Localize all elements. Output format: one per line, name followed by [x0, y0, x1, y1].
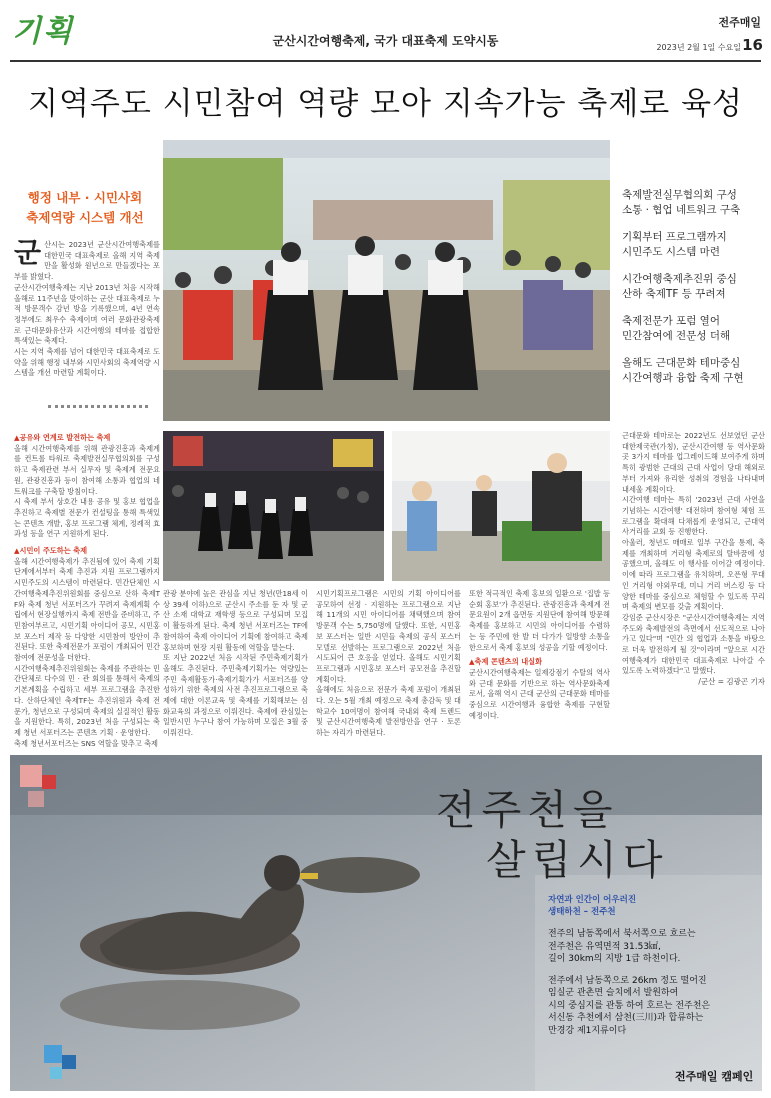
- section-heading: ▲공유와 연계로 발전하는 축제: [14, 433, 111, 442]
- paragraph: 올해에도 처음으로 전문가 축제 포럼이 개최된다. 오는 5월 개최 예정으로 축제 총감독 및 대학교수 10여명이 참여해 국내외 축제 트렌드 및 군산시간여행축제 발전방안을 연구 · 토론하는 자리가 마련된다.: [316, 685, 461, 738]
- dotted-divider: [48, 405, 148, 408]
- article-col5: [622, 431, 765, 749]
- paragraph: 축제 청년서포터즈는 SNS 역할을 맞추고 축제: [14, 738, 158, 748]
- experience-photo: [392, 431, 610, 581]
- ad-subtitle: 생태하천 – 전주천: [548, 907, 616, 917]
- paragraph: 올해 시간여행축제가 추진됨에 있어 축제 기획 단계에서부터 축제 추진과 지원 프로그램까지 시민주도의 시스템이 마련된다. 민간단체인 시간여행축제추진위원회를 중심으로 산하 축제TF와 축제 청년 서포터즈가 꾸려져 축제계획 수립에서 현장실행까지 축제 전반을 준비하고, 주민참여부르고, 시민기획 아이디어 공모, 시민홍보 포스터 제작 등 다양한 시민참여 방안이 추진된다. 또한 축제전문가 포럼이 개최되어 민간참여에 전문성을 더한다.: [14, 556, 160, 663]
- paragraph: 산시는 2023년 군산시간여행축제를 대한민국 대표축제로 올해 지역 축제만을 활성화 원년으로 만들겠다는 포부를 밝혔다.: [14, 240, 160, 282]
- paragraph: 시 축제 부서 상호간 내용 공유 및 홍보 협업을 추진하고 축제별 전문가 컨설팅을 통해 특색있는 콘텐츠 개발, 홍보 프로그램 체계, 정례적 효과성 등을 연구 지원하게 된다.: [14, 497, 160, 539]
- subhead-line1: 행정 내부 · 시민사회: [27, 190, 143, 205]
- byline: /군산 = 김광곤 기자: [698, 677, 765, 687]
- ad-subtitle: 자연과 인간이 어우러진: [548, 895, 637, 905]
- subhead: [10, 188, 160, 228]
- paragraph: 근대문화 테마로는 2022년도 선보였던 군산대한제국관(가칭), 군산시간여행 등 역사문화 곳 3가지 테마를 업그레이드해 보여주게 하며 특히 광범한 근대의 근대 사업이 당대 해외로부터 가져와 유리한 성취의 경험을 나타내며 내세울 계획이다.: [622, 431, 765, 494]
- ad-title-line2: 살립시다: [486, 836, 669, 884]
- section-heading: ▲축제 콘텐츠의 내실화: [469, 657, 543, 667]
- subhead-line2: 축제역량 시스템 개선: [26, 210, 144, 225]
- article-col1: [14, 433, 160, 748]
- section-tag: 기획: [12, 14, 74, 49]
- paragraph: 관광 분야에 높은 관심을 지닌 청년(만18세 이상 39세 이하)으로 군산시 주소를 둔 자 및 군산 소재 대학교 재학생 등으로 구성되며 모집이 활동하게 된다. 축제 청년 서포터즈는 TF에 참여하여 축제 아이디어 기획에 참여하고 축제 홍보하며 현장 지원 활동에 역할을 맡는다.: [163, 589, 308, 652]
- paragraph: 또 지난 2022년 처음 시작된 주민축제기획가 올해도 추진된다. 주민축제기획가는 역량있는 주민 축제활동가·축제기획가가 서포터즈를 양성하기 위한 축제의 사전 추진프로그램으로 축제에 대한 이론교육 및 축제를 기획해보는 심화교육의 과정으로 이뤄진다. 축제에 관심있는 일반시민 누구나 참여 가능하며 모집은 3월 중 이뤄진다.: [163, 653, 308, 738]
- pull-quote: 올해도 근대문화 테마중심 시간여행과 융합 축제 구현: [622, 357, 744, 384]
- paragraph: 군산시간여행축제는 일제강점기 수탈의 역사와 근대 문화를 기반으로 하는 역사문화축제로서, 올해 역시 근대 군산의 근대문화 테마를 중심으로 시간여행과 융합한 축제를 구현할 예정이다.: [469, 667, 610, 720]
- paragraph: 군산시간여행축제는 지난 2013년 처음 시작해 올해로 11주년을 맞이하는 군산 대표축제로 누적 방문객수 감년 방을 기록했으며, 4년 연속 정부에도 최우수 축제이며 여러 문화관광축제로 근대문화유산과 시간여행의 테마를 접합한 특색있는 축제다.: [14, 282, 160, 346]
- paragraph: 또한 적극적인 축제 홍보의 일환으로 '집밥 등 순회 홍보'가 추진된다. 관광진흥과 축제계 전문요원이 2개 읍면동 지원단에 참여해 방문해 축제를 홍보하고 시민의 아이디어를 수렴하는 등 주민에 한 발 더 다가가 일방향 소통을 한으로서 축제 홍보의 성공을 기할 예정이다.: [469, 589, 610, 652]
- paragraph: 아울러, 청년도 매매로 일부 구간을 통제, 축제를 개최하며 거리형 축제로의 탈바꿈에 성공했으며, 올해도 이 행사를 이어갈 예정이다. 이에 따라 프로그램을 유치하며, 오픈형 무대인 거리형 야외무대, 미니 거리 버스킹 등 다양한 테마를 중심으로 체험할 수 있도록 꾸리며 축제의 변모를 갖출 계획이다.: [622, 538, 765, 612]
- paragraph: 올해 시간여행축제를 위해 관광진흥과 축제계를 컨트롤 타워로 축제발전실무협의회를 구성하고 축제관련 부서 실무자 및 축제계 전문요원, 관광진흥과 등이 참여해 소통과 협업의 네트워크를 구축할 방침이다.: [14, 443, 160, 496]
- article-col2: [163, 589, 308, 749]
- section-heading: ▲시민이 주도하는 축제: [14, 546, 88, 556]
- main-photo: [163, 140, 610, 421]
- ad-title-line1: 전주천을: [436, 786, 619, 834]
- paragraph: 시는 지역 축제를 넘어 대한민국 대표축제로 도약을 위해 행정 내부와 시민사회의 축제역량 시스템을 개선 마련할 계획이다.: [14, 347, 160, 378]
- ad-body: [548, 928, 710, 1046]
- ad-paragraph: 전주의 남동쪽에서 북서쪽으로 흐르는 전주천은 유역면적 31.53㎢, 길이 30km의 지방 1급 하천이다.: [548, 929, 696, 964]
- paper-name: 전주매일: [718, 16, 761, 29]
- page-number: 16: [742, 36, 763, 54]
- parade-photo: [163, 431, 384, 581]
- paragraph: 강임준 군산시장은 "군산시간여행축제는 지역주도와 축제발전의 측면에서 선도적으로 나아가고 있다"며 "민간 의 협업과 소통을 바탕으로 더욱 발전하게 될 것"이라며 "앞으로 시간여행축제가 대한민국 대표축제로 나아갈 수 있도록 노력하겠다"고 말했다.: [622, 612, 765, 676]
- pull-quote: 축제발전실무협의회 구성 소통 · 협업 네트워크 구축: [622, 189, 741, 216]
- pull-quotes: [622, 188, 767, 398]
- pull-quote: 기획부터 프로그램까지 시민주도 시스템 마련: [622, 231, 727, 258]
- pull-quote: 축제전문가 포럼 열어 민간참여에 전문성 더해: [622, 315, 731, 342]
- article-col4: [469, 589, 610, 749]
- dropcap: 군: [14, 236, 42, 269]
- paragraph: 시간여행 테마는 특히 '2023년 근대 사연을 기념하는 시간여행' 대전하며 참여형 체험 프로그램을 확대해 다채롭게 운영되고, 근대역사거리를 교회 등 진행한다.: [622, 495, 765, 537]
- paragraph: 시민기획프로그램은 시민의 기획 아이디어를 공모하여 선정 · 지원하는 프로그램으로 지난해 11개의 시민 아이디어를 채택했으며 참여 방문객 수는 5,750명에 달했다. 또한, 시민홍보 포스터는 일반 시민들 축제의 공식 포스터 모델로 선발하는 프로그램으로 2022년 처음 시도되어 큰 호응을 얻었다. 올해도 시민기획 프로그램과 시민홍보 포스터 공모전을 추진할 계획이다.: [316, 589, 461, 684]
- issue-date: 2023년 2월 1일 수요일: [656, 43, 741, 52]
- article-col1-intro: [14, 236, 160, 379]
- ad-paragraph: 전주에서 남동쪽으로 26km 정도 떨어진 임실군 관촌면 슬치에서 발원하여 시의 중심지를 관통 하여 호르는 전주천은 서신동 추천에서 삼천(三川)과 합류하는 만경강 제1지류이다: [548, 975, 711, 1036]
- article-col3: [316, 589, 461, 749]
- headline: 지역주도 시민참여 역량 모아 지속가능 축제로 육성: [28, 86, 743, 122]
- header-title: 군산시간여행축제, 국가 대표축제 도약시동: [272, 34, 499, 48]
- ad-campaign-label: 전주매일 캠페인: [675, 1070, 754, 1083]
- header-rule: [10, 60, 761, 62]
- pull-quote: 시간여행축제추진위 중심 산하 축제TF 등 꾸려져: [622, 273, 737, 300]
- paragraph: 시간여행축제추진위원회는 축제를 주관하는 민간단체로 다수의 민 · 관 회의를 통해서 축제의 기본계획을 수립하고 세부 프로그램을 추진한다. 산하단체인 축제TF는 추진위원과 축제 전문가, 청년으로 구성되며 축제의 실질적인 활동을 지원한다. 특히, 2023년 처음 구성되는 축제 청년 서포터즈는 콘텐츠 기획 · 운영한다.: [14, 663, 160, 737]
